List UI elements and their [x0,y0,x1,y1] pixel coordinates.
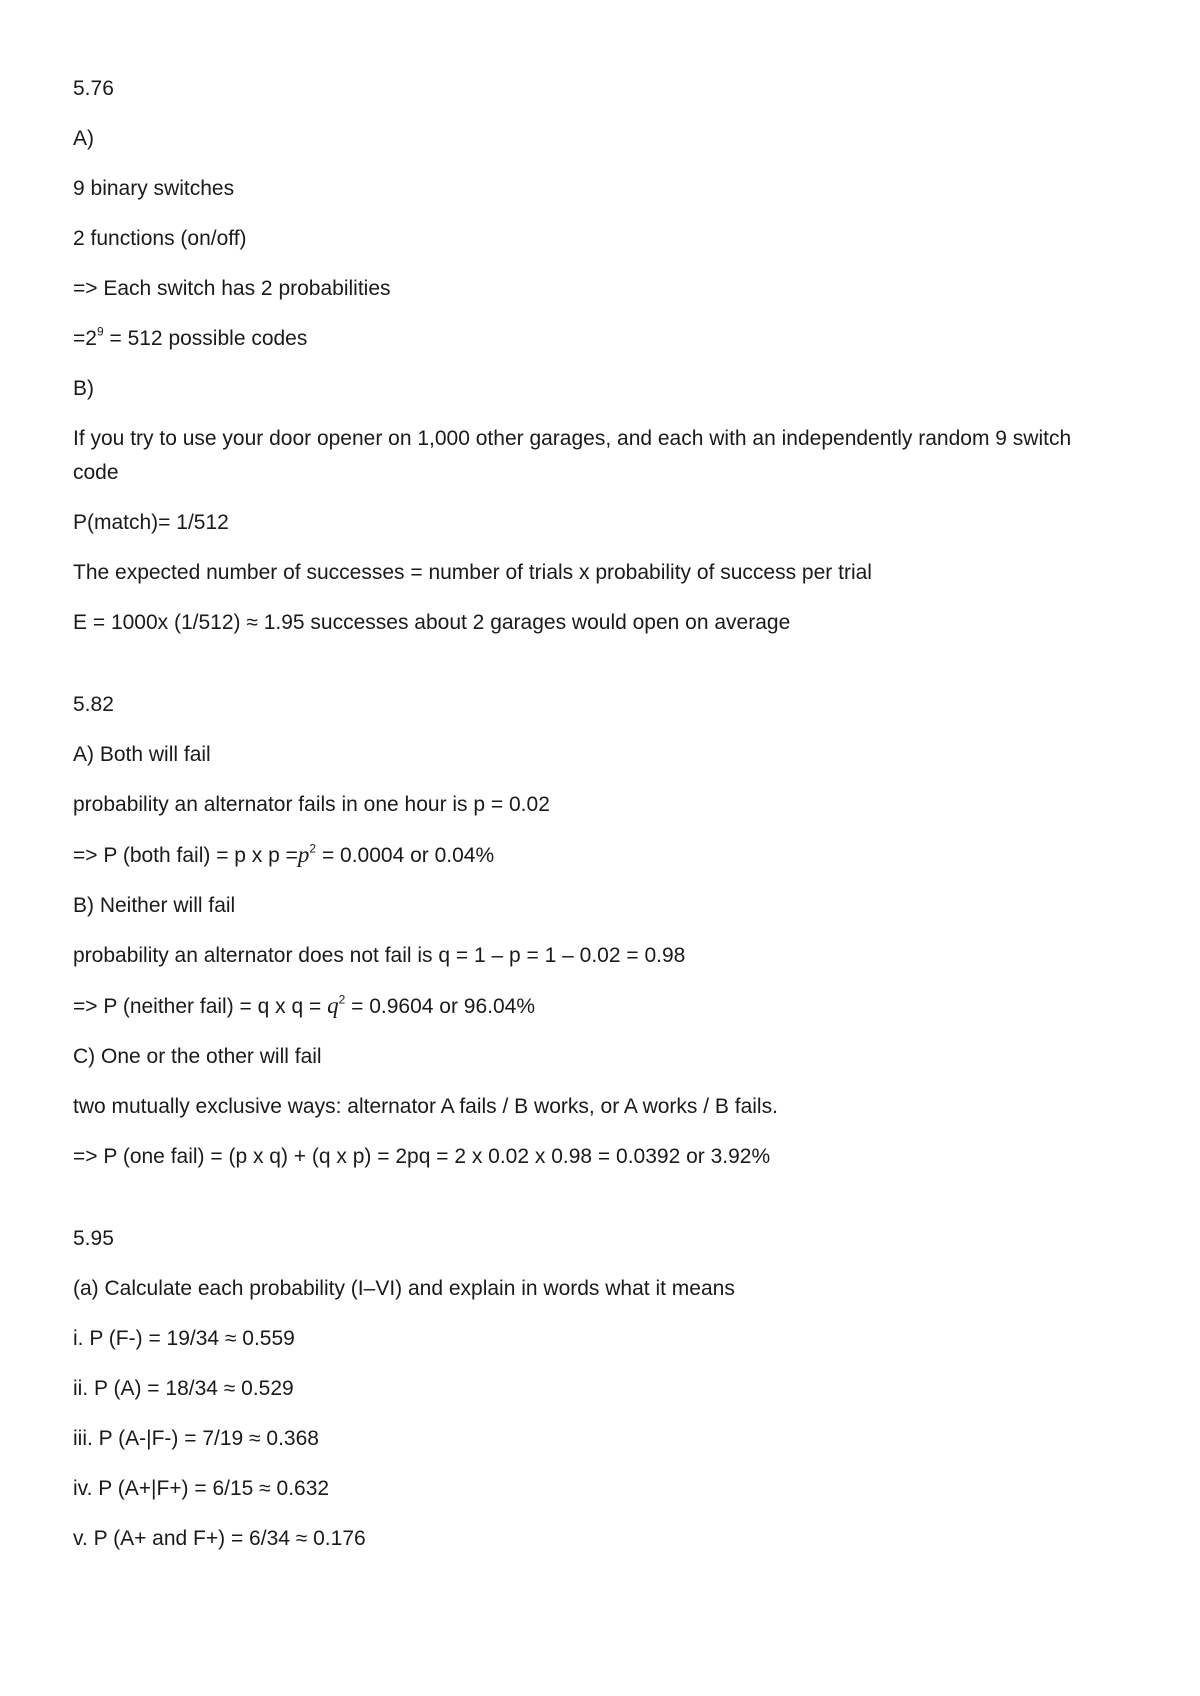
formula-prefix: =2 [73,327,97,350]
list-item: iii. P (A-|F-) = 7/19 ≈ 0.368 [73,1427,319,1450]
list-item: iv. P (A+|F+) = 6/15 ≈ 0.632 [73,1477,330,1500]
text-line: => P (one fail) = (p x q) + (q x p) = 2pq = 2 x 0.02 x 0.98 = 0.0392 or 3.92% [73,1145,771,1168]
list-item: i. P (F-) = 19/34 ≈ 0.559 [73,1327,295,1350]
text-line: P(match)= 1/512 [73,511,229,534]
math-variable: q [327,993,339,1018]
formula-line [73,322,1113,356]
exponent: 9 [96,324,104,339]
text-line: => Each switch has 2 probabilities [73,277,391,300]
text-line: probability an alternator does not fail is q = 1 – p = 1 – 0.02 = 0.98 [73,944,686,967]
section-heading-5-76: 5.76 [73,77,114,100]
part-label-a: (a) Calculate each probability (I–VI) and explain in words what it means [73,1277,735,1300]
math-variable: p [297,842,310,867]
part-label-b: B) [73,377,94,400]
section-gap [73,656,1113,688]
exponent: 2 [309,841,317,856]
exponent: 2 [338,992,346,1007]
text-line: two mutually exclusive ways: alternator A fails / B works, or A works / B fails. [73,1095,778,1118]
formula-line [73,989,1113,1024]
text-line: 2 functions (on/off) [73,227,247,250]
list-item: ii. P (A) = 18/34 ≈ 0.529 [73,1377,294,1400]
formula-suffix: = 0.0004 or 0.04% [316,844,495,867]
part-label-c: C) One or the other will fail [73,1045,322,1068]
formula-line [73,838,1113,873]
part-label-a: A) [73,127,94,150]
section-heading-5-82: 5.82 [73,693,114,716]
text-line: 9 binary switches [73,177,235,200]
text-line: probability an alternator fails in one hour is p = 0.02 [73,793,550,816]
text-line: The expected number of successes = number of trials x probability of success per trial [73,561,872,584]
formula-prefix: => P (both fail) = p x p = [73,844,298,867]
section-gap [73,1190,1113,1222]
part-label-b: B) Neither will fail [73,894,236,917]
section-heading-5-95: 5.95 [73,1227,114,1250]
document-content [73,72,1113,1572]
formula-suffix: = 512 possible codes [103,327,308,350]
part-label-a: A) Both will fail [73,743,211,766]
list-item: v. P (A+ and F+) = 6/34 ≈ 0.176 [73,1527,366,1550]
text-line: E = 1000x (1/512) ≈ 1.95 successes about 2 garages would open on average [73,611,791,634]
formula-prefix: => P (neither fail) = q x q = [73,995,328,1018]
formula-suffix: = 0.9604 or 96.04% [345,995,536,1018]
text-line: If you try to use your door opener on 1,000 other garages, and each with an independently random 9 switch code [73,427,1077,484]
